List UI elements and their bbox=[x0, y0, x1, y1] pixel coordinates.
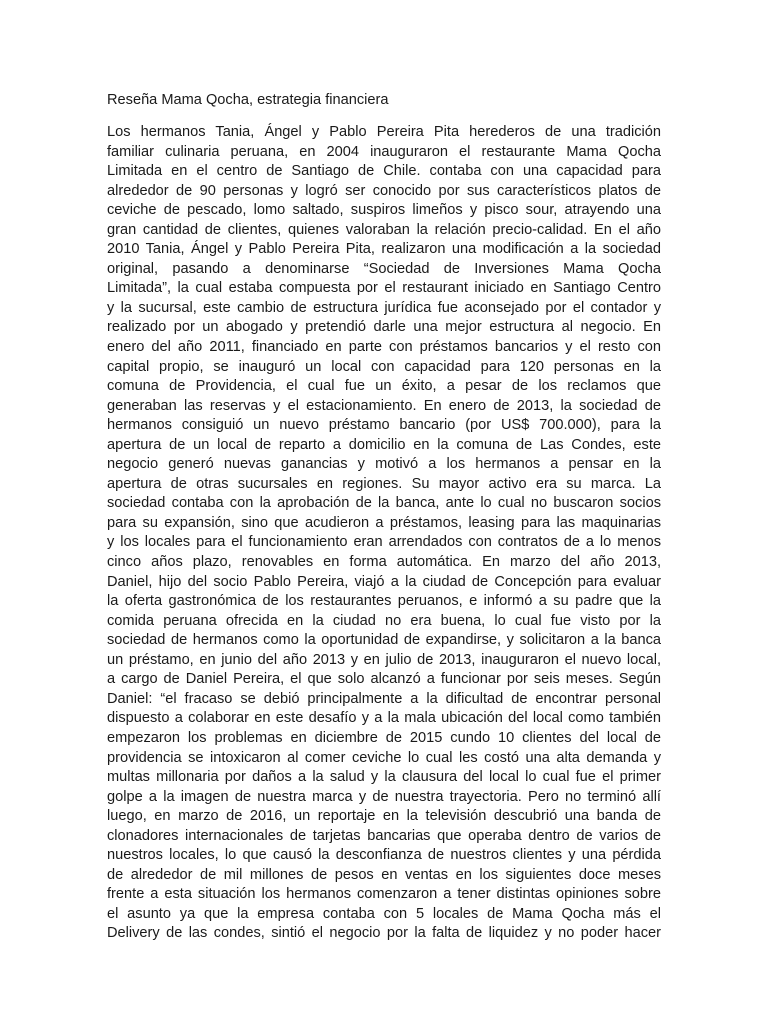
body-line: 2010 Tania, Ángel y Pablo Pereira Pita, realizaron una modificación a la sociedad bbox=[107, 241, 661, 258]
body-line: comuna de Providencia, el cual fue un éxito, a pesar de los reclamos que bbox=[107, 378, 661, 395]
body-line: y la sucursal, este cambio de estructura jurídica fue aconsejado por el contador y bbox=[107, 299, 661, 316]
body-line: para su expansión, sino que acudieron a préstamos, leasing para las maquinarias bbox=[107, 514, 661, 531]
body-line: frente a esta situación los hermanos comenzaron a tener distintas opiniones sobre bbox=[107, 886, 661, 903]
body-line: un préstamo, en junio del año 2013 y en julio de 2013, inauguraron el nuevo local, bbox=[107, 651, 661, 668]
body-line: gran cantidad de clientes, quienes valoraban la relación precio-calidad. En el año bbox=[107, 221, 661, 238]
body-line: dispuesto a colaborar en este desafío y a la mala ubicación del local como también bbox=[107, 710, 661, 727]
body-line: la oferta gastronómica de los restaurantes peruanos, e informó a su padre que la bbox=[107, 593, 661, 610]
body-line: ceviche de pescado, lomo saltado, suspiros limeños y pisco sour, atrayendo una bbox=[107, 202, 661, 219]
body-line: empezaron los problemas en diciembre de 2015 cundo 10 clientes del local de bbox=[107, 729, 661, 746]
body-line: nuestros locales, lo que causó la desconfianza de nuestros clientes y una pérdida bbox=[107, 847, 661, 864]
body-line: cinco años plazo, renovables en forma automática. En marzo del año 2013, bbox=[107, 554, 661, 571]
body-line: original, pasando a denominarse “Sociedad de Inversiones Mama Qocha bbox=[107, 260, 661, 277]
body-line: sociedad contaba con la aprobación de la banca, ante lo cual no buscaron socios bbox=[107, 495, 661, 512]
body-line: comida peruana ofrecida en la ciudad no era buena, lo cual fue visto por la bbox=[107, 612, 661, 629]
body-line: a cargo de Daniel Pereira, el que solo alcanzó a funcionar por seis meses. Según bbox=[107, 671, 661, 688]
body-line: sociedad de hermanos como la oportunidad de expandirse, y solicitaron a la banca bbox=[107, 632, 661, 649]
body-line: alrededor de 90 personas y logró ser conocido por sus característicos platos de bbox=[107, 182, 661, 199]
body-line: Los hermanos Tania, Ángel y Pablo Pereira Pita herederos de una tradición bbox=[107, 124, 661, 140]
document-body bbox=[107, 123, 661, 944]
body-line: apertura de un local de reparto a domicilio en la comuna de Las Condes, este bbox=[107, 436, 661, 453]
body-line: Limitada”, la cual estaba compuesta por el restaurant iniciado en Santiago Centro bbox=[107, 280, 661, 297]
body-line: generaban las reservas y el estacionamiento. En enero de 2013, la sociedad de bbox=[107, 397, 661, 414]
body-line: golpe a la imagen de nuestra marca y de nuestra trayectoria. Pero no terminó allí bbox=[107, 788, 661, 805]
body-line: el asunto ya que la empresa contaba con 5 locales de Mama Qocha más el bbox=[107, 905, 661, 922]
body-line: apertura de otras sucursales en regiones. Su mayor activo era su marca. La bbox=[107, 475, 661, 492]
body-line: hermanos consiguió un nuevo préstamo bancario (por US$ 700.000), para la bbox=[107, 417, 661, 434]
body-line: enero del año 2011, financiado en parte con préstamos bancarios y el resto con bbox=[107, 339, 661, 356]
body-line: Daniel: “el fracaso se debió principalmente a la dificultad de encontrar personal bbox=[107, 690, 661, 707]
body-line: familiar culinaria peruana, en 2004 inauguraron el restaurante Mama Qocha bbox=[107, 143, 661, 160]
body-line: clonadores internacionales de tarjetas bancarias que operaba dentro de varios de bbox=[107, 827, 661, 844]
body-line: capital propio, se inauguró un local con capacidad para 120 personas en la bbox=[107, 358, 661, 375]
body-line: y los locales para el funcionamiento eran arrendados con contratos de a lo menos bbox=[107, 534, 661, 551]
body-line: multas millonaria por daños a la salud y la clausura del local lo cual fue el primer bbox=[107, 769, 661, 786]
body-line: providencia se intoxicaron al comer ceviche lo cual les costó una alta demanda y bbox=[107, 749, 661, 766]
body-line: de alrededor de mil millones de pesos en ventas en los siguientes doce meses bbox=[107, 866, 661, 883]
body-line: Delivery de las condes, sintió el negocio por la falta de liquidez y no poder hacer bbox=[107, 925, 661, 942]
body-line: realizado por un abogado y pretendió darle una mejor estructura al negocio. En bbox=[107, 319, 661, 336]
body-line: Daniel, hijo del socio Pablo Pereira, viajó a la ciudad de Concepción para evaluar bbox=[107, 573, 661, 590]
body-line: luego, en marzo de 2016, un reportaje en la televisión descubrió una banda de bbox=[107, 808, 661, 825]
document-title: Reseña Mama Qocha, estrategia financiera bbox=[107, 92, 389, 108]
body-line: Limitada en el centro de Santiago de Chile. contaba con una capacidad para bbox=[107, 163, 661, 180]
body-line: negocio generó nuevas ganancias y motivó a los hermanos a pensar en la bbox=[107, 456, 661, 473]
